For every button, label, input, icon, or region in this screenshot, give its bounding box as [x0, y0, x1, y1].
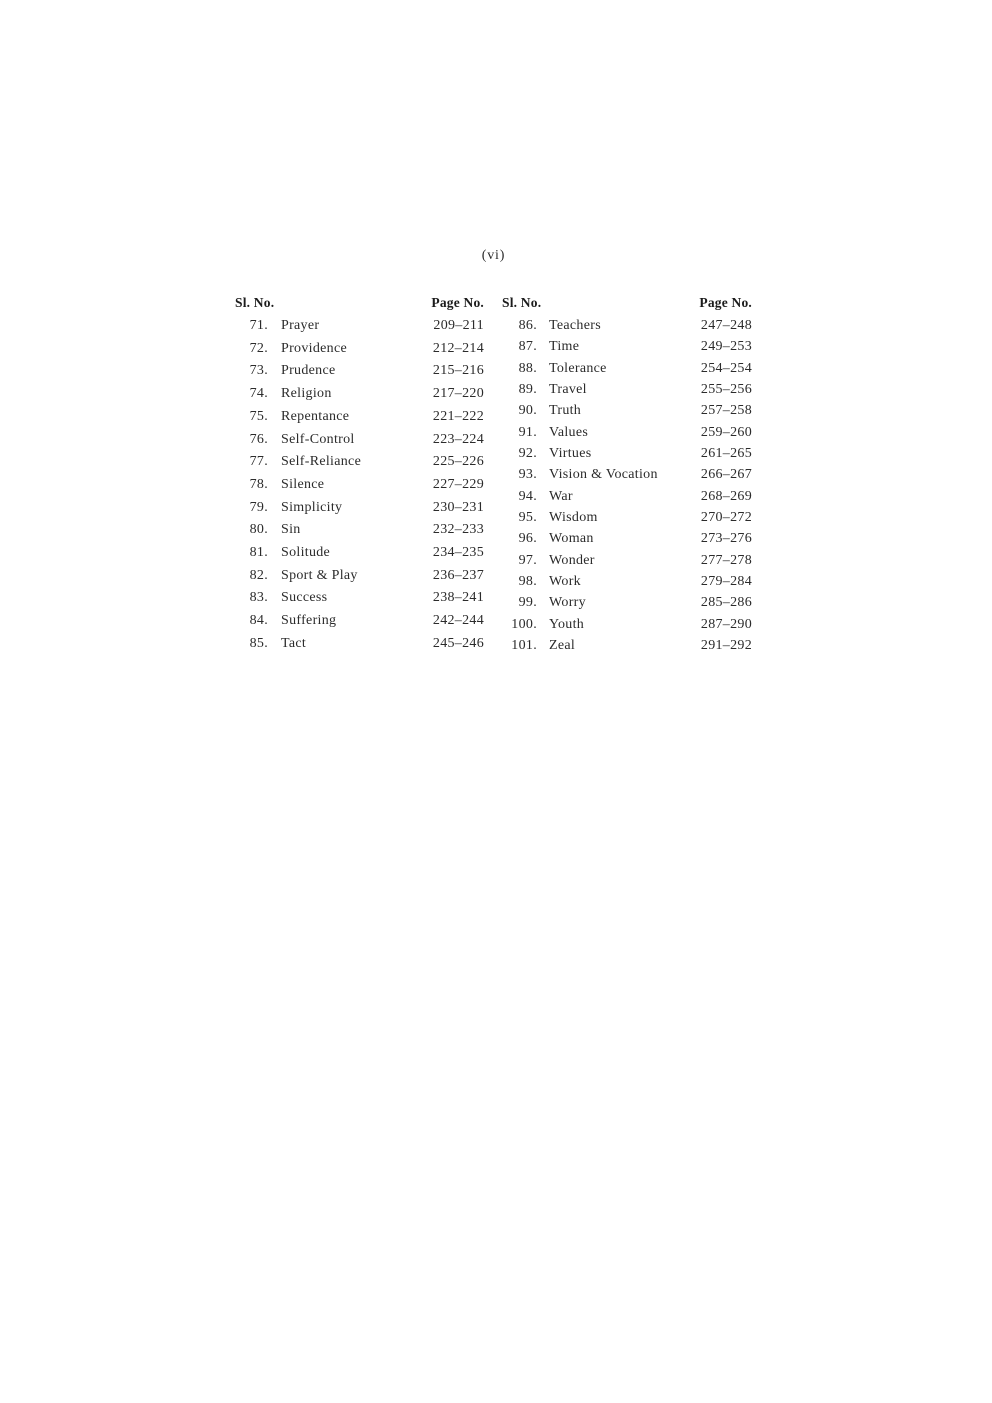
entry-pages: 212–214 [432, 340, 484, 356]
entry-pages: 234–235 [432, 545, 484, 561]
entry-pages: 217–220 [432, 386, 484, 402]
entry-pages: 209–211 [433, 318, 484, 333]
entry-pages: 285–286 [700, 595, 752, 611]
entry-title: Work [549, 574, 581, 590]
entry-title: Woman [549, 531, 594, 547]
entry-number: 88. [518, 360, 537, 376]
toc-entry [502, 528, 752, 549]
entry-title: Repentance [281, 408, 350, 424]
entry-title: Time [549, 339, 580, 355]
toc-entry [502, 486, 752, 507]
entry-title: Suffering [281, 613, 337, 629]
entry-number: 91. [518, 424, 537, 440]
column-header-right [502, 295, 752, 311]
toc-entry [235, 315, 484, 338]
toc-entry [235, 406, 484, 429]
entry-pages: 238–241 [432, 590, 484, 606]
column-header-page-no: Page No. [699, 295, 752, 310]
entry-title: Vision & Vocation [549, 467, 658, 483]
entry-number: 89. [518, 382, 537, 398]
entry-pages: 242–244 [432, 613, 484, 629]
entry-pages: 273–276 [700, 531, 752, 547]
entry-pages: 255–256 [700, 382, 752, 398]
toc-entry [502, 614, 752, 635]
entry-number: 101. [511, 638, 537, 654]
toc-entry [235, 565, 484, 588]
entry-title: Silence [281, 476, 325, 492]
entry-number: 90. [518, 403, 537, 419]
entry-title: Values [549, 424, 589, 440]
entry-title: Worry [549, 595, 586, 611]
page-folio: (vi) [481, 248, 506, 263]
toc-entry [235, 451, 484, 474]
entry-title: Religion [281, 386, 332, 402]
entry-title: Self-Reliance [281, 454, 362, 470]
toc-column-right [502, 295, 752, 657]
entry-pages: 270–272 [700, 510, 752, 526]
toc-rows-left [235, 315, 484, 656]
entry-number: 77. [249, 454, 268, 470]
entry-number: 72. [249, 340, 268, 356]
toc-entry [235, 338, 484, 361]
toc-entry [502, 635, 752, 656]
entry-title: Providence [281, 340, 347, 356]
toc-rows-right [502, 315, 752, 657]
entry-pages: 227–229 [432, 476, 484, 492]
entry-pages: 223–224 [432, 431, 484, 447]
entry-number: 76. [249, 431, 268, 447]
entry-pages: 257–258 [700, 403, 752, 419]
entry-number: 75. [249, 408, 268, 424]
toc-entry [502, 592, 752, 613]
toc-entry [235, 610, 484, 633]
table-of-contents [235, 295, 752, 657]
toc-entry [502, 379, 752, 400]
entry-pages: 236–237 [432, 567, 484, 583]
entry-number: 95. [518, 510, 537, 526]
toc-entry [235, 519, 484, 542]
toc-entry [235, 633, 484, 656]
entry-title: Solitude [281, 545, 331, 561]
column-header-page-no: Page No. [431, 295, 484, 310]
entry-number: 99. [518, 595, 537, 611]
entry-pages: 268–269 [700, 488, 752, 504]
entry-title: War [549, 488, 573, 504]
toc-entry [502, 443, 752, 464]
entry-number: 85. [249, 635, 268, 651]
entry-title: Prayer [281, 318, 320, 333]
entry-number: 83. [249, 590, 268, 606]
entry-number: 92. [518, 446, 537, 462]
entry-pages: 232–233 [432, 522, 484, 538]
entry-title: Truth [549, 403, 582, 419]
entry-title: Success [281, 590, 328, 606]
entry-title: Sin [281, 522, 301, 538]
toc-entry [235, 383, 484, 406]
entry-number: 78. [249, 476, 268, 492]
toc-entry [235, 360, 484, 383]
entry-pages: 259–260 [700, 424, 752, 440]
entry-pages: 266–267 [700, 467, 752, 483]
entry-number: 98. [518, 574, 537, 590]
entry-pages: 249–253 [700, 339, 752, 355]
entry-number: 86. [518, 318, 537, 333]
entry-number: 79. [249, 499, 268, 515]
entry-number: 93. [518, 467, 537, 483]
entry-title: Wisdom [549, 510, 598, 526]
entry-pages: 225–226 [432, 454, 484, 470]
toc-entry [502, 400, 752, 421]
toc-entry [502, 464, 752, 485]
entry-title: Prudence [281, 363, 336, 379]
toc-entry [235, 497, 484, 520]
toc-entry [502, 315, 752, 336]
entry-pages: 245–246 [432, 635, 484, 651]
entry-pages: 230–231 [432, 499, 484, 515]
entry-number: 100. [511, 616, 537, 632]
entry-pages: 221–222 [432, 408, 484, 424]
toc-column-left [235, 295, 484, 657]
entry-number: 97. [518, 552, 537, 568]
column-header-sl-no: Sl. No. [502, 295, 542, 310]
entry-number: 80. [249, 522, 268, 538]
toc-entry [502, 550, 752, 571]
entry-pages: 215–216 [432, 363, 484, 379]
toc-entry [235, 542, 484, 565]
column-header-left [235, 295, 484, 311]
toc-entry [502, 507, 752, 528]
toc-entry [235, 429, 484, 452]
entry-title: Sport & Play [281, 567, 358, 583]
entry-number: 73. [249, 363, 268, 379]
toc-entry [502, 571, 752, 592]
entry-number: 74. [249, 386, 268, 402]
toc-entry [502, 336, 752, 357]
entry-title: Teachers [549, 318, 601, 333]
entry-title: Wonder [549, 552, 595, 568]
entry-pages: 277–278 [700, 552, 752, 568]
column-header-sl-no: Sl. No. [235, 295, 275, 310]
entry-title: Tact [281, 635, 307, 651]
entry-title: Tolerance [549, 360, 607, 376]
entry-title: Youth [549, 616, 585, 632]
entry-title: Self-Control [281, 431, 355, 447]
toc-entry [235, 474, 484, 497]
entry-pages: 291–292 [700, 638, 752, 654]
entry-number: 96. [518, 531, 537, 547]
entry-title: Zeal [549, 638, 576, 654]
entry-pages: 287–290 [700, 616, 752, 632]
entry-number: 71. [249, 318, 268, 333]
entry-number: 87. [518, 339, 537, 355]
entry-number: 82. [249, 567, 268, 583]
entry-pages: 254–254 [700, 360, 752, 376]
entry-title: Simplicity [281, 499, 343, 515]
entry-pages: 247–248 [700, 318, 752, 333]
entry-number: 81. [249, 545, 268, 561]
entry-number: 94. [518, 488, 537, 504]
toc-entry [235, 587, 484, 610]
toc-entry [502, 422, 752, 443]
entry-pages: 279–284 [700, 574, 752, 590]
entry-number: 84. [249, 613, 268, 629]
entry-title: Travel [549, 382, 587, 398]
entry-title: Virtues [549, 446, 592, 462]
toc-entry [502, 358, 752, 379]
entry-pages: 261–265 [700, 446, 752, 462]
